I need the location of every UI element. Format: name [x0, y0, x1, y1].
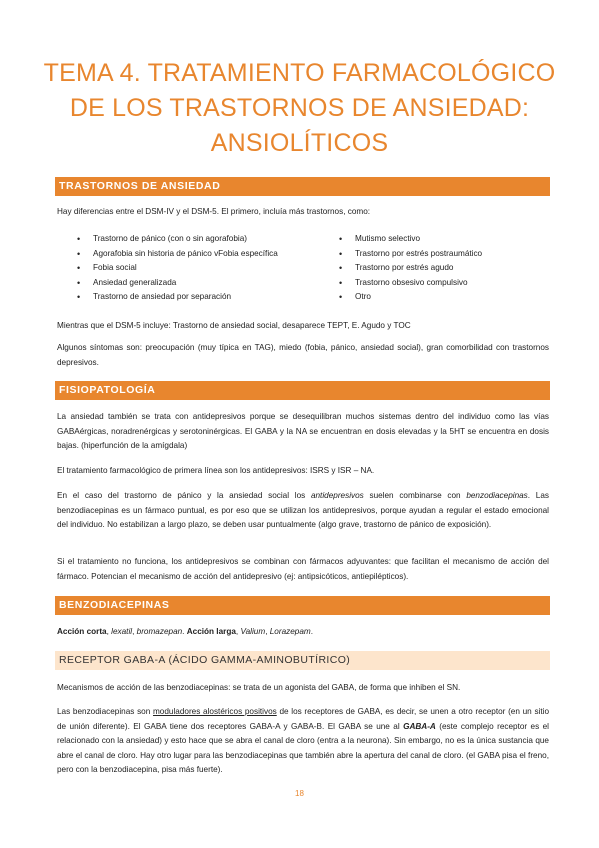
intro-paragraph: Hay diferencias entre el DSM-IV y el DSM-5. El primero, incluía más trastornos, como: — [57, 207, 371, 216]
text-run: En el caso del trastorno de pánico y la ansiedad social los — [57, 491, 311, 500]
italic-run: benzodiacepinas — [466, 491, 528, 500]
symptoms-paragraph: Algunos síntomas son: preocupación (muy típica en TAG), miedo (fobia, pánico, ansiedad social), gran comorbilidad con trastornos depresivos. — [57, 343, 549, 367]
title-line-3: ANSIOLÍTICOS — [210, 129, 389, 157]
subsection-heading-receptor-gaba: RECEPTOR GABA-A (ÁCIDO GAMMA-AMINOBUTÍRICO) — [55, 651, 550, 670]
list-item: • Trastorno obsesivo compulsivo — [339, 276, 549, 291]
list-item: • Agorafobia sin historia de pánico vFobia específica — [77, 247, 282, 262]
bold-run: Acción larga — [186, 627, 236, 636]
section-heading-trastornos: TRASTORNOS DE ANSIEDAD — [55, 177, 550, 196]
fisiopatologia-paragraph-3 — [57, 489, 549, 533]
underlined-run: moduladores alostéricos positivos — [152, 707, 277, 716]
title-line-2: DE LOS TRASTORNOS DE ANSIEDAD: — [69, 94, 530, 122]
italic-run: Valium — [240, 627, 266, 636]
section-heading-fisiopatologia: FISIOPATOLOGÍA — [55, 381, 550, 400]
italic-run: Lorazepam — [269, 627, 311, 636]
title-line-1: TEMA 4. TRATAMIENTO FARMACOLÓGICO — [43, 59, 556, 87]
text-run: . Las benzodiacepinas es un fármaco puntual, es por eso que se utilizan los antidepresivos, porque ayudan a regular el estado emocional del individuo. No estabilizan a largo plazo, se deben usar puntualmente (algo grave, trastorno de pánico de exposición). — [57, 491, 549, 529]
fisiopatologia-paragraph-2: El tratamiento farmacológico de primera línea son los antidepresivos: ISRS y ISR – NA. — [57, 466, 375, 475]
italic-run: bromazepan — [136, 627, 183, 636]
list-item: • Trastorno de ansiedad por separación — [77, 290, 282, 305]
text-run: , — [235, 627, 241, 636]
bold-italic-run: GABA-A — [403, 721, 436, 731]
receptor-paragraph-2 — [57, 705, 549, 778]
text-run: de los receptores de GABA, es decir, se unen a otro receptor (en un sitio de unión diferente). El GABA tiene dos receptores GABA-A y GABA-B. El GABA se une al — [57, 707, 550, 731]
dsm5-paragraph: Mientras que el DSM-5 incluye: Trastorno de ansiedad social, desaparece TEPT, E. Agudo y TOC — [57, 321, 411, 330]
section-heading-benzodiacepinas: BENZODIACEPINAS — [55, 596, 550, 615]
text-run: . — [310, 627, 313, 636]
text-run: suelen combinarse con — [363, 491, 467, 500]
text-run: , — [106, 627, 112, 636]
list-item: • Mutismo selectivo — [339, 232, 549, 247]
receptor-paragraph-1: Mecanismos de acción de las benzodiacepinas: se trata de un agonista del GABA, de forma que inhiben el SN. — [57, 683, 461, 692]
bold-run: Acción corta — [57, 627, 107, 636]
page-number: 18 — [295, 789, 304, 798]
benzodiacepinas-action-line — [57, 625, 549, 640]
list-item: • Fobia social — [77, 261, 282, 276]
document-title — [40, 56, 559, 161]
text-run: Las benzodiacepinas son — [57, 707, 153, 716]
text-run: . — [182, 627, 187, 636]
fisiopatologia-paragraph-4: Si el tratamiento no funciona, los antidepresivos se combinan con fármacos adyuvantes: que facilitan el mecanismo de acción del fármaco. Potencian el mecanismo de acción del antidepresivo (ej: antipsicóticos, antiepilépticos). — [57, 557, 549, 581]
fisiopatologia-paragraph-1: La ansiedad también se trata con antidepresivos porque se desequilibran muchos sistemas dentro del individuo como las vías GABAérgicas, noradrenérgicas y serotoninérgicas. El GABA y la NA se encuentran en dosis elevadas y la 5HT se encuentra en dosis bajas. (hiperfunción de la amígdala) — [57, 412, 549, 450]
list-item: • Trastorno de pánico (con o sin agorafobia) — [77, 232, 282, 247]
text-run: (este complejo receptor es el relacionado con la ansiedad) y esto hace que se abra el canal de cloro (entra a la neurona). Sin embargo, no es la única sustancia que abre el canal de cloro. Hay otro lugar para las benzodiacepinas que también abre la apertura del canal de cloro. (el GABA pisa el freno, pero con la benzodiacepina, pisa más fuerte). — [57, 721, 549, 774]
list-item: • Trastorno por estrés agudo — [339, 261, 549, 276]
list-item: • Trastorno por estrés postraumático — [339, 247, 549, 262]
list-item: • Ansiedad generalizada — [77, 276, 282, 291]
italic-run: antidepresivos — [310, 491, 364, 500]
list-item: • Otro — [339, 290, 549, 305]
disorders-list-right — [339, 232, 549, 305]
disorders-list-left — [77, 232, 282, 305]
italic-run: lexatil — [111, 627, 133, 636]
text-run: , — [265, 627, 270, 636]
text-run: , — [132, 627, 137, 636]
